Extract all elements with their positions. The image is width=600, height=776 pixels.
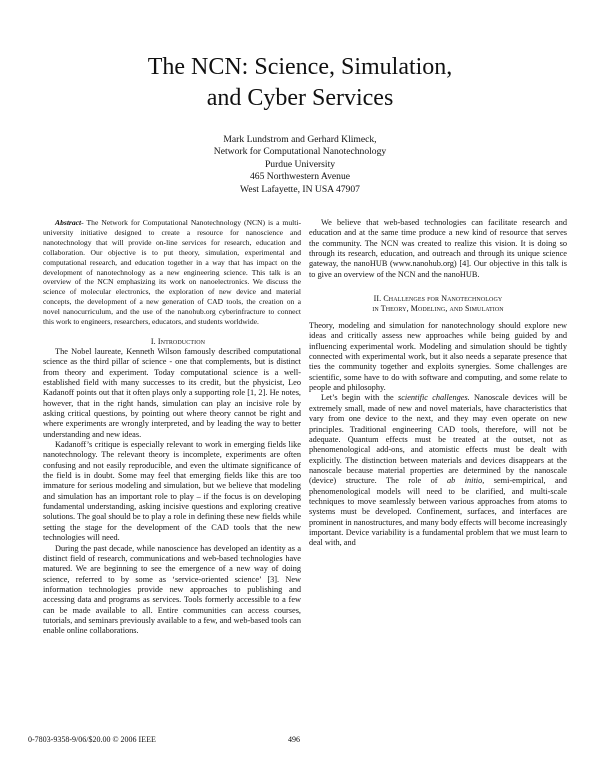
- intro-paragraph-3: During the past decade, while nanoscience has developed an identity as a distinct field of research, communications and web-based technologies have matured. We are beginning to see the emergence of a new way of doing science, referred to by some as ‘service-oriented science’ [3]. New information technologies provide new approaches to publishing and accessing data and programs as services. Tools formerly accessible to a few can be made available to all. Entire communities can access courses, tutorials, and seminars previously available to a few, and web-based tools can enable online collaborations.: [43, 543, 301, 636]
- p2-middle: Nanoscale devices will be extremely small, made of new and novel materials, have characteristics that vary from one device to the next, and they may even operate on new principles. Traditional engineering CAD tools, therefore, will not be adequate. Quantum effects must be treated at the outset, not as phenomenological add-ons, and atomistic effects must be dealt with explicitly. The distinction between materials and devices disappears at the nanoscale because material properties are determined by the nanoscale (device) structure. The role of: [309, 393, 567, 486]
- challenges-paragraph-2: [309, 393, 567, 548]
- paper-title: [0, 52, 600, 114]
- author-affiliation: Network for Computational Nanotechnology: [213, 146, 387, 158]
- p2-emphasis: scientific challenges.: [397, 393, 470, 403]
- section-heading-line-1: II. Challenges for Nanotechnology: [373, 294, 503, 304]
- p2-start: Let’s begin with the: [321, 393, 398, 403]
- intro-paragraph-2: Kadanoff’s critique is especially relevant to work in emerging fields like nanotechnology. The relevant theory is incomplete, experiments are often confusing and not easily reproducible, and even the ultimate significance of the field is in doubt. Some may feel that emerging fields like this are too immature for serious modeling and simulation, but we believe that modeling and simulation has an important role to play – if the focus is on developing fundamental understanding, asking incisive questions and exploring creative solutions. The goal should be to play a role in defining these new fields while setting the stage for the development of the CAD tools that the new technologies will need.: [43, 440, 301, 543]
- abstract: [43, 218, 301, 327]
- section-heading-introduction: I. Introduction: [150, 336, 206, 346]
- author-names: Mark Lundstrom and Gerhard Klimeck,: [223, 134, 377, 145]
- abstract-label: Abstract: [55, 218, 82, 227]
- intro-paragraph-1: The Nobel laureate, Kenneth Wilson famously described computational science as the third pillar of science - one that complements, but is distinct from theory and experiment. Today computational science is a well-established field with many successes to its credit, but the physicist, Leo Kadanoff points out that it often plays only a supporting role [1, 2]. He notes, however, that in the right hands, simulation can play an incisive role by asking critical questions, by pointing out where theory cannot be right and where experiments are wrongly interpreted, and by leading the way to better understanding and new ideas.: [43, 346, 301, 439]
- section-heading-challenges: [309, 294, 567, 314]
- section-heading-line-2: in Theory, Modeling, and Simulation: [372, 304, 504, 314]
- intro-paragraph-4: We believe that web-based technologies can facilitate research and education and at the same time produce a new kind of resource that serves the community. The NCN was created to realize this vision. It is doing so through its research, education, and outreach and through its unique science gateway, the nanoHUB (www.nanohub.org) [4]. Our objective in this talk is to give an overview of the NCN and the nanoHUB.: [309, 218, 567, 279]
- author-block: [0, 134, 600, 196]
- page-number: 496: [288, 735, 300, 744]
- author-street: 465 Northwestern Avenue: [250, 171, 350, 183]
- right-column: [309, 218, 567, 549]
- abstract-text: - The Network for Computational Nanotechnology (NCN) is a multi-university initiative designed to create a resource for nanoscience and nanotechnology that will provide on-line services for research, education and collaboration. Our objective is to put theory, simulation, experimental and computational research, and education together in a way that has impact on the development of nanotechnology as a new engineering science. This talk is an overview of the NCN emphasizing its work on nanoelectronics. We discuss the science of molecular electronics, the exploration of new device and material concepts, the development of a new generation of CAD tools, the creation on a novel nanocurriculum, and the use of the nanohub.org cyberinfracture to connect this work to engineers, researchers, educators, and students worldwide.: [43, 218, 301, 327]
- left-column: [43, 218, 301, 637]
- challenges-paragraph-1: Theory, modeling and simulation for nanotechnology should explore new ideas and critically assess new approaches while being guided by and influencing experimental work. Modeling and simulation should be tightly connected with experimental work, but it also needs a separate presence that ties the community together and exploits synergies. Some challenges are scientific, some have to do with software and computing, and some relate to people and philosophy.: [309, 321, 567, 393]
- p2-end: , semi-empirical, and phenomenological models will need to be clarified, and multi-scale techniques to move seamlessly between various approaches from atoms to systems must be developed. Confinement, surfaces, and interfaces are prominent in nanostructures, and many body effects will become increasingly important. Device variability is a fundamental problem that we must learn to deal with, and: [309, 476, 567, 548]
- title-line-1: The NCN: Science, Simulation,: [147, 54, 453, 80]
- copyright-line: 0-7803-9358-9/06/$20.00 © 2006 IEEE: [28, 735, 156, 744]
- p2-emphasis-2: ab initio: [447, 476, 483, 486]
- author-university: Purdue University: [264, 158, 336, 170]
- author-city: West Lafayette, IN USA 47907: [240, 183, 360, 195]
- title-line-2: and Cyber Services: [206, 85, 394, 111]
